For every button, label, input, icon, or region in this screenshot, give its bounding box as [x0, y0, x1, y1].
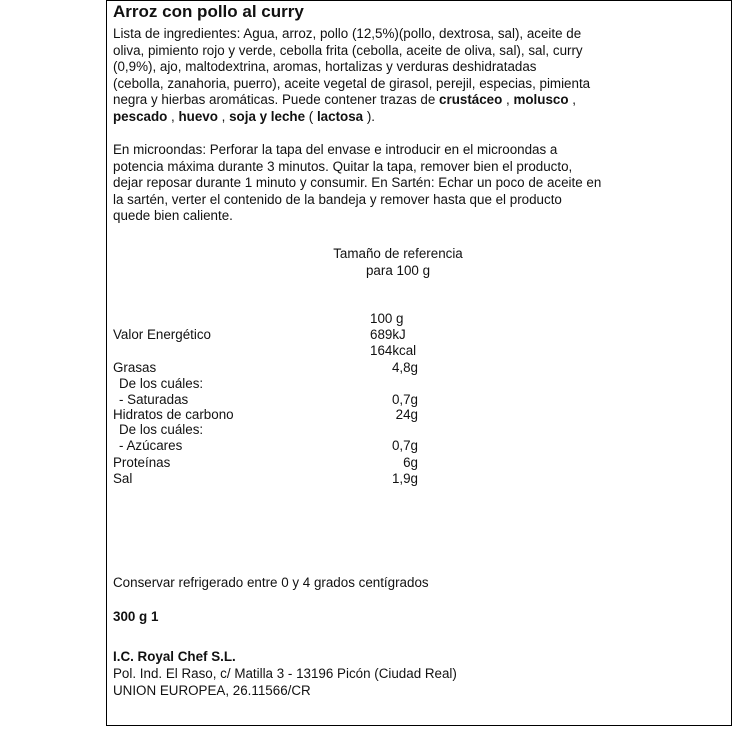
instructions-line: dejar reposar durante 1 minuto y consumir. En Sartén: Echar un poco de aceite en — [113, 175, 602, 190]
separator: , — [568, 92, 576, 107]
reference-size-line1: Tamaño de referencia — [333, 246, 463, 261]
allergen-molusco: molusco — [513, 92, 569, 107]
ingredients-line: Lista de ingredientes: Agua, arroz, pollo (12,5%)(pollo, dextrosa, sal), aceite de — [113, 26, 582, 41]
separator: , — [502, 92, 514, 107]
salt-label: Sal — [113, 471, 133, 486]
company-name: I.C. Royal Chef S.L. — [113, 649, 236, 664]
ingredients-line: (0,9%), ajo, maltodextrina, aromas, hortalizas y verduras deshidratadas — [113, 59, 537, 74]
instructions-line: la sartén, verter el contenido de la bandeja y remover hasta que el producto — [113, 191, 562, 207]
instructions-line: potencia máxima durante 3 minutos. Quitar la tapa, remover bien el producto, — [113, 158, 573, 174]
allergen-pescado: pescado — [113, 108, 168, 124]
ingredients-text: negra y hierbas aromáticas. Puede contener trazas de — [113, 92, 440, 107]
of-which-label: De los cuáles: — [119, 376, 204, 391]
preparation-instructions — [113, 142, 725, 225]
separator: , — [167, 108, 179, 124]
product-title: Arroz con pollo al curry — [113, 2, 304, 21]
instructions-line: En microondas: Perforar la tapa del envase e introducir en el microondas a — [113, 142, 558, 157]
carbs-label: Hidratos de carbono — [113, 407, 234, 422]
carbs-value: 24g — [395, 407, 418, 422]
saturated-label: - Saturadas — [119, 392, 189, 407]
ingredients-line — [113, 109, 725, 126]
protein-value: 6g — [403, 455, 418, 470]
origin-registration: UNION EUROPEA, 26.11566/CR — [113, 683, 311, 698]
sugars-label: - Azúcares — [119, 438, 183, 453]
protein-label: Proteínas — [113, 455, 171, 470]
separator: , — [217, 108, 230, 124]
separator: ( — [305, 108, 317, 124]
net-weight: 300 g 1 — [113, 609, 159, 624]
company-address: Pol. Ind. El Raso, c/ Matilla 3 - 13196 Picón (Ciudad Real) — [113, 666, 457, 681]
allergen-huevo: huevo — [178, 108, 218, 124]
ingredients-line: (cebolla, zanahoria, puerro), aceite vegetal de girasol, perejil, especias, pimienta — [113, 75, 591, 91]
instructions-line: quede bien caliente. — [113, 208, 233, 223]
allergen-soja-leche: soja y leche — [229, 108, 306, 124]
energy-kcal-value: 164kcal — [370, 343, 417, 358]
sugars-value: 0,7g — [391, 438, 418, 453]
column-header-100g: 100 g — [370, 311, 404, 326]
energy-label: Valor Energético — [113, 327, 212, 342]
ingredients-line: oliva, pimiento rojo y verde, cebolla frita (cebolla, aceite de oliva, sal), sal, curry — [113, 42, 583, 58]
fat-label: Grasas — [113, 360, 157, 375]
storage-instructions: Conservar refrigerado entre 0 y 4 grados centígrados — [113, 575, 429, 590]
separator: ). — [363, 108, 376, 124]
allergen-lactosa: lactosa — [316, 108, 364, 124]
fat-value: 4,8g — [391, 360, 418, 375]
ingredients-list — [113, 26, 725, 125]
saturated-value: 0,7g — [391, 392, 418, 407]
of-which-label: De los cuáles: — [119, 422, 204, 437]
allergen-crustaceo: crustáceo — [439, 92, 503, 107]
salt-value: 1,9g — [391, 471, 418, 486]
reference-size-line2: para 100 g — [365, 263, 431, 278]
ingredients-line — [113, 92, 725, 109]
energy-kj-value: 689kJ — [370, 327, 406, 342]
